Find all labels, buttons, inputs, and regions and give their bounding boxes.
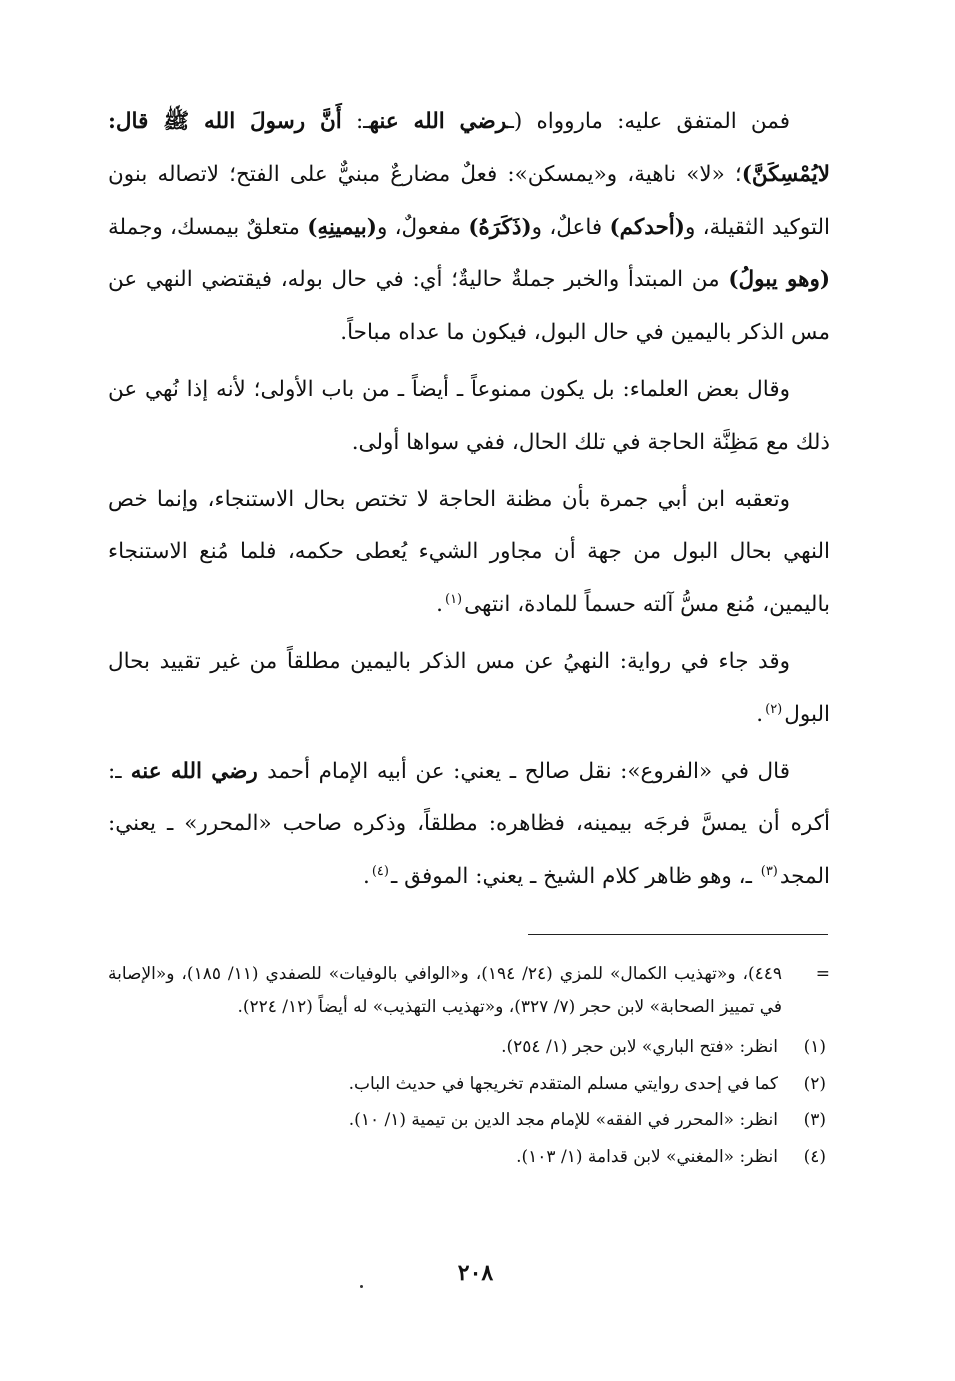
p1-term-ahadukum: (أحدكم)	[609, 214, 685, 240]
paragraph-2: وقال بعض العلماء: بل يكون ممنوعاً ـ أيضاً ـ من باب الأولى؛ لأنه إذا نُهي عن ذلك مع مَظِنَّة الحاجة في تلك الحال، ففي سواها أولى.	[108, 376, 830, 455]
p3-end: .	[436, 592, 443, 618]
footnote-number: (٤)	[803, 1146, 826, 1167]
footnote-item	[108, 1104, 830, 1137]
paragraph-3	[108, 474, 830, 632]
footnote-continuation	[108, 958, 830, 1024]
p1-grammar-4: متعلقٌ بيمسك، وجملة	[108, 214, 308, 240]
footnote-ref-1[interactable]: (١)	[444, 592, 463, 608]
print-speck	[360, 1285, 363, 1288]
p5-honorific: رضي الله عنه	[121, 758, 268, 784]
p1-grammar-1: ؛ «لا» ناهية، و«يمسكن»: فعلٌ مضارعٌ مبنيٌّ على الفتح؛ لاتصاله بنون التوكيد الثقيلة، و	[108, 161, 830, 240]
continuation-mark: =	[815, 964, 830, 984]
footnote-number: (٢)	[803, 1073, 826, 1094]
page-number-text: ٢٠٨	[457, 1260, 494, 1286]
footnote-ref-2[interactable]: (٢)	[765, 701, 783, 717]
p1-grammar-2: فاعلٌ، و	[531, 214, 610, 240]
p1-grammar-5: من المبتدأ والخبر جملةٌ حاليةٌ؛ أي: في حال بوله، فيقتضي النهي عن مس الذكر باليمين في حال البول، فيكون ما عداه مباحاً.	[108, 267, 830, 346]
paragraph-5	[108, 746, 830, 904]
p1-dash: ـ:	[355, 109, 370, 134]
p1-honorific: رضي الله عنه	[369, 109, 508, 134]
p5-text-3: ـ، وهو ظاهر كلام الشيخ ـ يعني: الموفق ـ	[390, 864, 759, 890]
main-text	[108, 96, 830, 904]
footnote-separator	[528, 934, 828, 935]
footnote-item	[108, 1141, 830, 1174]
p5-text-2: ـ: أكره أن يمسَّ فرجَه بيمينه، فظاهره: مطلقاً، وذكره صاحب «المحرر» ـ يعني: المجد	[108, 758, 830, 890]
p1-grammar-3: مفعولٌ، و	[376, 214, 469, 240]
page-number	[0, 1260, 955, 1286]
footnote-ref-4[interactable]: (٤)	[371, 864, 389, 879]
p1-hadith-quote: أَنَّ رسولَ الله ﷺ قال: لايُمْسِكَنَّ)	[108, 109, 830, 187]
footnote-number: (٣)	[803, 1110, 826, 1130]
footnote-number: (١)	[803, 1037, 826, 1057]
footnote-text: انظر: «المغني» لابن قدامة (١/ ١٠٣).	[516, 1146, 778, 1167]
continuation-text: ٤٤٩)، و«تهذيب الكمال» للمزي (٢٤/ ١٩٤)، و«الوافي بالوفيات» للصفدي (١١/ ١٨٥)، و«الإصابة في تمييز الصحابة» لابن حجر (٧/ ٣٢٧)، و«تهذيب التهذيب» له أيضاً (١٢/ ٢٢٤).	[108, 964, 782, 1017]
footnote-text: انظر: «فتح الباري» لابن حجر (١/ ٢٥٤).	[501, 1037, 778, 1057]
footnote-item	[108, 1068, 830, 1101]
p4-end: .	[756, 701, 764, 727]
p4-text: وقد جاء في رواية: النهيُ عن مس الذكر باليمين مطلقاً من غير تقييد بحال البول	[108, 648, 830, 727]
footnotes	[108, 958, 830, 1177]
p3-text: وتعقبه ابن أبي جمرة بأن مظنة الحاجة لا تختص بحال الاستنجاء، وإنما خص النهي بحال البول من جهة أن مجاور الشيء يُعطى حكمه، فلما مُنع الاستنجاء باليمين، مُنع مسُّ آلته حسماً للمادة، انتهى	[108, 486, 830, 618]
p1-term-dhakarahu: (ذَكَرَهُ)	[468, 214, 532, 240]
p5-text-1: قال في «الفروع»: نقل صالح ـ يعني: عن أبيه الإمام أحمد	[267, 758, 790, 784]
footnote-text: كما في إحدى روايتي مسلم المتقدم تخريجها في حديث الباب.	[348, 1073, 778, 1094]
p1-term-biyaminihi: (بيمينِهِ)	[307, 214, 377, 240]
p1-intro: فمن المتفق عليه: ماروواه (ـ	[507, 109, 790, 134]
paragraph-1	[108, 96, 830, 360]
footnote-item	[108, 1031, 830, 1064]
footnote-ref-3[interactable]: (٣)	[760, 864, 778, 879]
p5-end: .	[362, 864, 370, 890]
paragraph-4	[108, 636, 830, 742]
p1-term-wahuwa-yabul: (وهو يبولُ)	[728, 267, 830, 293]
footnote-text: انظر: «المحرر في الفقه» للإمام مجد الدين بن تيمية (١/ ١٠).	[348, 1110, 778, 1130]
